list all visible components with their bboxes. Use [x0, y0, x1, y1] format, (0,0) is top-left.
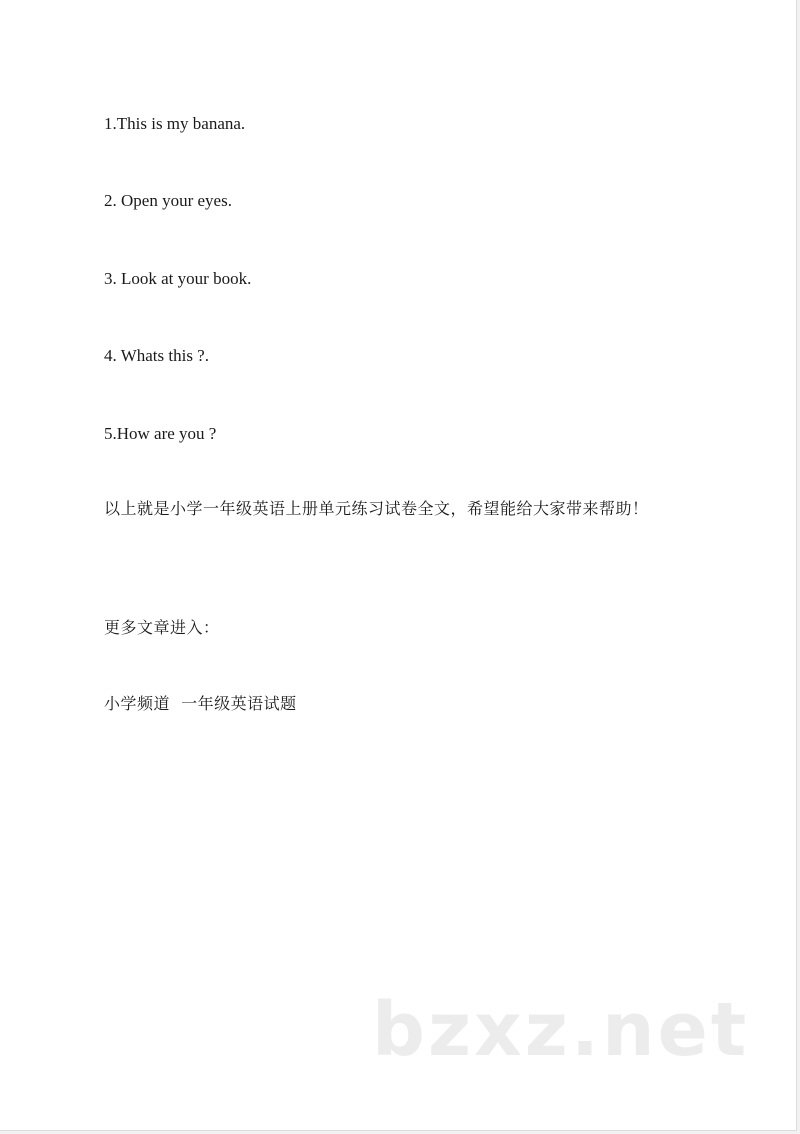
sentence-1: 1.This is my banana. — [104, 114, 246, 133]
sentence-3: 3. Look at your book. — [104, 269, 252, 288]
closing-paragraph: 以上就是小学一年级英语上册单元练习试卷全文，希望能给大家带来帮助！ — [104, 499, 649, 518]
related-links-line[interactable]: 小学频道 一年级英语试题 — [104, 694, 297, 713]
sentence-4: 4. Whats this ?. — [104, 346, 209, 365]
sentence-2: 2. Open your eyes. — [104, 191, 232, 210]
more-articles-label: 更多文章进入： — [104, 618, 220, 637]
site-watermark: bzxz.net — [372, 987, 750, 1073]
sentence-5: 5.How are you ? — [104, 424, 217, 443]
